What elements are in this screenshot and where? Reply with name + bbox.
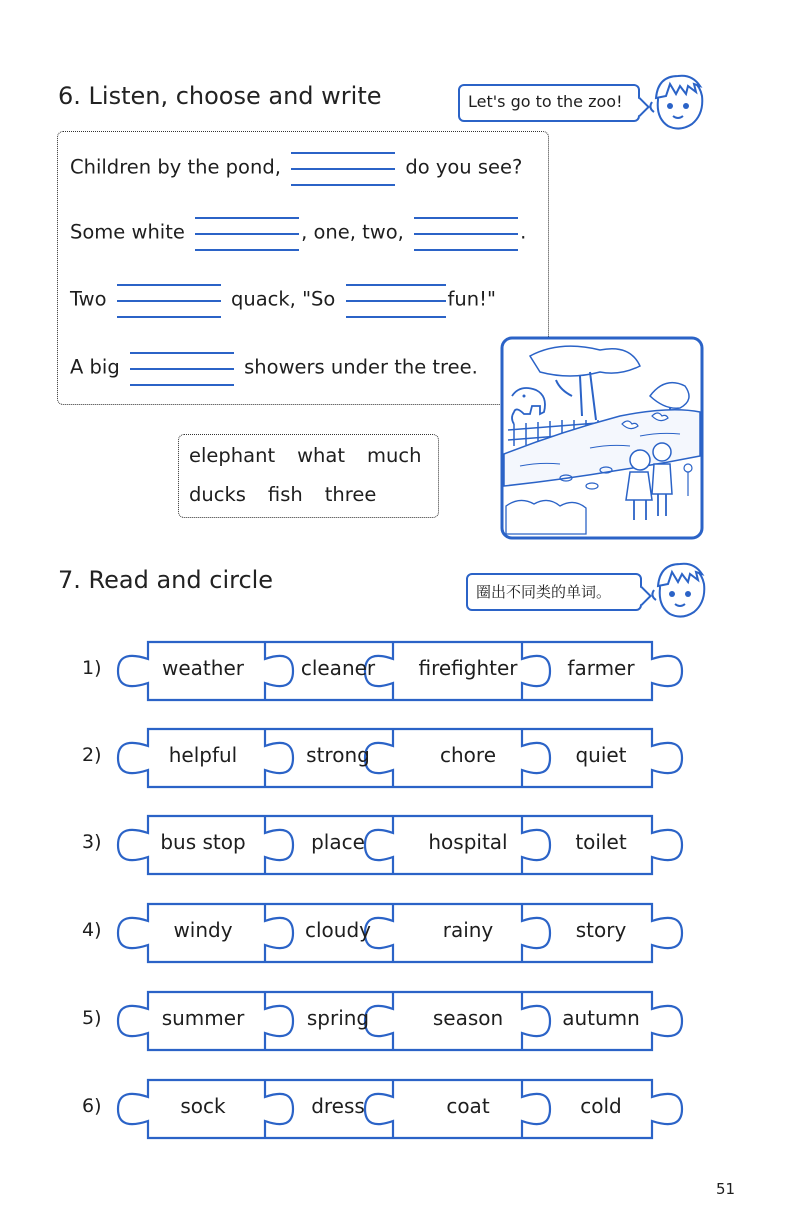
fill-line-1: Children by the pond, do you see?: [70, 150, 522, 186]
puzzle-word[interactable]: cold: [580, 1094, 622, 1118]
row-label: 5): [82, 1007, 102, 1029]
puzzle-word[interactable]: hospital: [428, 830, 508, 854]
speech-bubble-instruction: 圈出不同类的单词。: [466, 573, 642, 611]
word-bank-item: three: [324, 483, 377, 506]
puzzle-word[interactable]: coat: [446, 1094, 490, 1118]
section-7-title: 7. Read and circle: [58, 566, 274, 594]
puzzle-word[interactable]: weather: [162, 656, 244, 680]
row-label: 2): [82, 744, 102, 766]
word-bank-item: ducks: [189, 483, 246, 506]
puzzle-word[interactable]: quiet: [575, 743, 627, 767]
puzzle-word[interactable]: place: [311, 830, 365, 854]
boy-head-icon: [648, 70, 708, 132]
row-label: 3): [82, 831, 102, 853]
puzzle-word[interactable]: toilet: [575, 830, 627, 854]
puzzle-word[interactable]: sock: [180, 1094, 226, 1118]
puzzle-word[interactable]: season: [432, 1006, 504, 1030]
puzzle-word[interactable]: autumn: [562, 1006, 640, 1030]
word-bank-item: much: [367, 444, 422, 467]
puzzle-word[interactable]: chore: [440, 743, 496, 767]
answer-blank-1[interactable]: [291, 150, 395, 186]
puzzle-word[interactable]: farmer: [567, 656, 635, 680]
puzzle-word[interactable]: dress: [311, 1094, 365, 1118]
answer-blank-2[interactable]: [195, 215, 299, 251]
boy-head-icon: [650, 558, 710, 620]
puzzle-word[interactable]: rainy: [442, 918, 494, 942]
answer-blank-4[interactable]: [117, 282, 221, 318]
answer-blank-6[interactable]: [130, 350, 234, 386]
word-bank-item: what: [297, 444, 346, 467]
word-bank-row-1: [189, 444, 421, 467]
fill-line-2: Some white , one, two, .: [70, 215, 526, 251]
puzzle-word[interactable]: bus stop: [160, 830, 246, 854]
row-label: 4): [82, 919, 102, 941]
fill-line-4: A big showers under the tree.: [70, 350, 478, 386]
puzzle-word[interactable]: windy: [173, 918, 233, 942]
word-bank-row-2: [189, 483, 376, 506]
fill-line-3: Two quack, "So fun!": [70, 282, 496, 318]
word-bank-item: elephant: [189, 444, 276, 467]
section-6-title: 6. Listen, choose and write: [58, 82, 382, 110]
page-number: 51: [716, 1180, 736, 1198]
puzzle-word[interactable]: spring: [306, 1006, 370, 1030]
puzzle-word[interactable]: cloudy: [305, 918, 371, 942]
puzzle-word[interactable]: firefighter: [418, 656, 518, 680]
row-label: 6): [82, 1095, 102, 1117]
pond-illustration: [500, 336, 704, 540]
puzzle-word[interactable]: strong: [306, 743, 370, 767]
speech-bubble-zoo: Let's go to the zoo!: [458, 84, 640, 122]
word-bank-item: fish: [267, 483, 303, 506]
row-label: 1): [82, 657, 102, 679]
puzzle-word[interactable]: helpful: [168, 743, 238, 767]
puzzle-word[interactable]: story: [575, 918, 627, 942]
answer-blank-3[interactable]: [414, 215, 518, 251]
puzzle-word[interactable]: cleaner: [300, 656, 376, 680]
puzzle-word[interactable]: summer: [161, 1006, 245, 1030]
answer-blank-5[interactable]: [346, 282, 446, 318]
